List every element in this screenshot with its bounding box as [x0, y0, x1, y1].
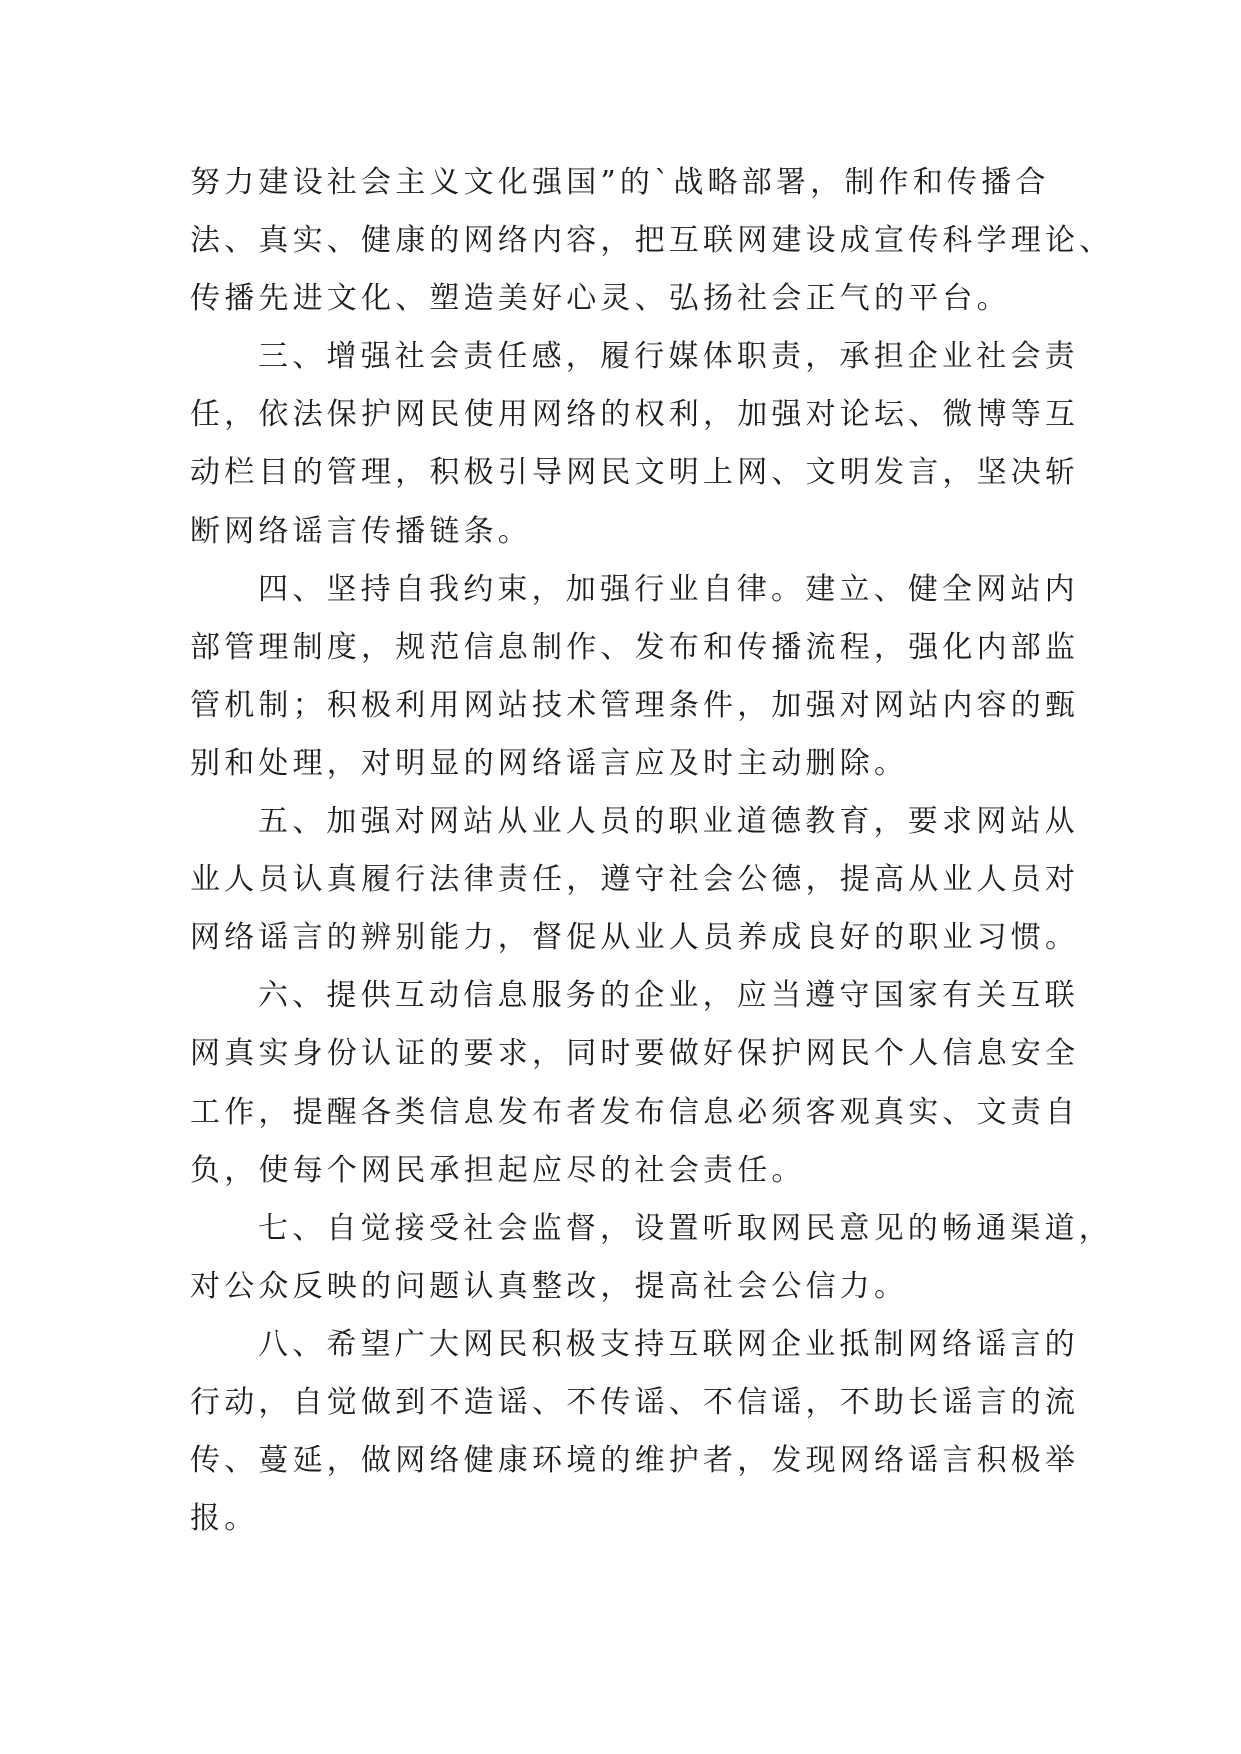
paragraph-item-3 [190, 328, 1150, 560]
text-line: 别和处理，对明显的网络谣言应及时主动删除。 [190, 745, 909, 781]
text-line: 八、希望广大网民积极支持互联网企业抵制网络谣言的 [258, 1326, 1079, 1362]
text-line: 管机制；积极利用网站技术管理条件，加强对网站内容的甄 [190, 687, 1080, 723]
text-line: 四、坚持自我约束，加强行业自律。建立、健全网站内 [258, 571, 1079, 607]
text-line: 七、自觉接受社会监督，设置听取网民意见的畅通渠道， [258, 1210, 1113, 1246]
paragraph-item-6 [190, 967, 1150, 1199]
text-line: 六、提供互动信息服务的企业，应当遵守国家有关互联 [258, 978, 1079, 1014]
text-line: 对公众反映的问题认真整改，提高社会公信力。 [190, 1268, 909, 1304]
text-line: 动栏目的管理，积极引导网民文明上网、文明发言，坚决斩 [190, 455, 1080, 491]
document-body [190, 154, 1150, 1548]
text-line: 三、增强社会责任感，履行媒体职责，承担企业社会责 [258, 339, 1079, 375]
text-line: 任，依法保护网民使用网络的权利，加强对论坛、微博等互 [190, 397, 1080, 433]
text-line: 行动，自觉做到不造谣、不传谣、不信谣，不助长谣言的流 [190, 1384, 1080, 1420]
text-line: 努力建设社会主义文化强国”的`战略部署，制作和传播合 [190, 165, 1050, 200]
text-line: 部管理制度，规范信息制作、发布和传播流程，强化内部监 [190, 629, 1080, 665]
paragraph-item-7 [190, 1200, 1150, 1316]
text-line: 传播先进文化、塑造美好心灵、弘扬社会正气的平台。 [190, 281, 1011, 317]
text-line: 传、蔓延，做网络健康环境的维护者，发现网络谣言积极举 [190, 1443, 1080, 1479]
paragraph-continued [190, 154, 1150, 328]
text-line: 法、真实、健康的网络内容，把互联网建设成宣传科学理论、 [190, 223, 1114, 259]
text-line: 业人员认真履行法律责任，遵守社会公德，提高从业人员对 [190, 862, 1080, 898]
paragraph-item-8 [190, 1316, 1150, 1548]
text-line: 断网络谣言传播链条。 [190, 513, 532, 549]
text-line: 网络谣言的辨别能力，督促从业人员养成良好的职业习惯。 [190, 920, 1080, 956]
text-line: 工作，提醒各类信息发布者发布信息必须客观真实、文责自 [190, 1094, 1080, 1130]
paragraph-item-4 [190, 561, 1150, 793]
text-line: 网真实身份认证的要求，同时要做好保护网民个人信息安全 [190, 1036, 1080, 1072]
text-line: 负，使每个网民承担起应尽的社会责任。 [190, 1152, 806, 1188]
paragraph-item-5 [190, 793, 1150, 967]
text-line: 报。 [190, 1501, 259, 1537]
text-line: 五、加强对网站从业人员的职业道德教育，要求网站从 [258, 804, 1079, 840]
